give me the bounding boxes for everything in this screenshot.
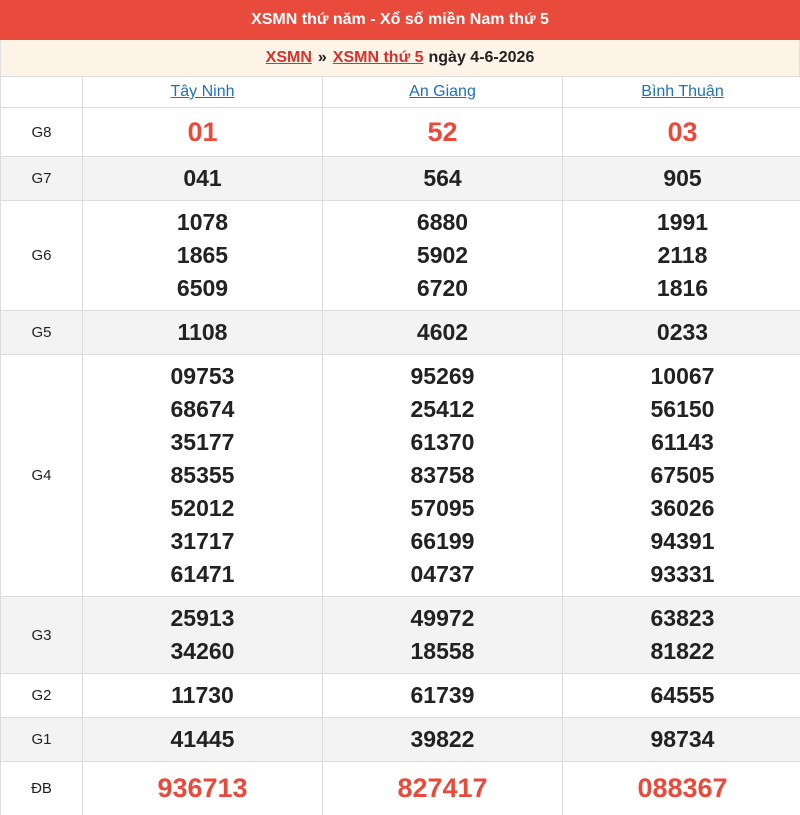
prize-number: 1078 xyxy=(176,209,229,235)
prize-number: 25913 xyxy=(170,605,235,631)
page-header xyxy=(0,0,800,40)
province-link-an-giang[interactable]: An Giang xyxy=(409,83,476,100)
prize-label: G5 xyxy=(1,311,83,355)
province-link-tay-ninh[interactable]: Tây Ninh xyxy=(170,83,235,100)
prize-row-special xyxy=(1,762,800,815)
prize-number: 041 xyxy=(183,165,222,191)
prize-number: 01 xyxy=(187,116,218,147)
prize-number: 905 xyxy=(663,165,702,191)
prize-number: 61143 xyxy=(651,429,714,455)
prize-number: 1108 xyxy=(177,319,228,345)
prize-number: 68674 xyxy=(170,396,235,422)
prize-number: 564 xyxy=(423,165,462,191)
prize-label: G2 xyxy=(1,674,83,718)
prize-number: 25412 xyxy=(410,396,475,422)
prize-number: 67505 xyxy=(650,462,715,488)
prize-label: G3 xyxy=(1,597,83,674)
breadcrumb-separator: » xyxy=(317,49,327,66)
province-header-row xyxy=(1,77,800,108)
prize-number: 18558 xyxy=(410,638,475,664)
prize-number: 39822 xyxy=(410,726,475,752)
breadcrumb-link-xsmn[interactable]: XSMN xyxy=(265,49,312,66)
prize-number: 66199 xyxy=(410,528,475,554)
prize-number: 63823 xyxy=(650,605,715,631)
prize-number: 41445 xyxy=(170,726,235,752)
prize-number: 6509 xyxy=(176,275,229,301)
prize-number: 83758 xyxy=(410,462,475,488)
draw-date: ngày 4-6-2026 xyxy=(428,49,535,66)
prize-number: 81822 xyxy=(650,638,715,664)
results-table xyxy=(0,76,800,815)
prize-number: 11730 xyxy=(171,682,234,708)
prize-row-g6 xyxy=(1,201,800,311)
prize-row-g7 xyxy=(1,157,800,201)
prize-label: ĐB xyxy=(1,762,83,815)
prize-number: 95269 xyxy=(410,363,475,389)
special-prize-number: 936713 xyxy=(157,773,248,803)
prize-number: 64555 xyxy=(650,682,715,708)
prize-number: 03 xyxy=(667,116,698,147)
prize-label: G8 xyxy=(1,108,83,157)
prize-number: 34260 xyxy=(170,638,235,664)
prize-number: 56150 xyxy=(650,396,715,422)
prize-label: G4 xyxy=(1,355,83,597)
province-link-binh-thuan[interactable]: Bình Thuận xyxy=(641,83,724,100)
special-prize-number: 827417 xyxy=(397,773,488,803)
prize-number: 57095 xyxy=(410,495,475,521)
prize-number: 49972 xyxy=(410,605,475,631)
prize-label: G6 xyxy=(1,201,83,311)
prize-number: 5902 xyxy=(416,242,469,268)
prize-number: 1991 xyxy=(656,209,709,235)
prize-label: G1 xyxy=(1,718,83,762)
prize-number: 09753 xyxy=(170,363,235,389)
prize-number: 94391 xyxy=(650,528,715,554)
prize-number: 4602 xyxy=(416,319,469,345)
prize-number: 35177 xyxy=(170,429,235,455)
page-title: XSMN thứ năm - Xổ số miền Nam thứ 5 xyxy=(251,11,549,28)
prize-number: 04737 xyxy=(410,561,475,587)
prize-number: 1865 xyxy=(176,242,229,268)
prize-number: 0233 xyxy=(656,319,709,345)
prize-number: 93331 xyxy=(650,561,715,587)
prize-number: 85355 xyxy=(170,462,235,488)
prize-row-g8 xyxy=(1,108,800,157)
prize-label: G7 xyxy=(1,157,83,201)
prize-number: 52 xyxy=(427,116,458,147)
corner-cell xyxy=(1,77,83,108)
prize-row-g2 xyxy=(1,674,800,718)
prize-number: 1816 xyxy=(656,275,709,301)
special-prize-number: 088367 xyxy=(637,773,728,803)
prize-number: 6880 xyxy=(416,209,469,235)
prize-number: 52012 xyxy=(170,495,235,521)
prize-row-g4 xyxy=(1,355,800,597)
prize-number: 98734 xyxy=(650,726,715,752)
prize-number: 31717 xyxy=(170,528,235,554)
breadcrumb xyxy=(0,40,800,76)
prize-number: 61370 xyxy=(410,429,475,455)
prize-row-g5 xyxy=(1,311,800,355)
prize-row-g1 xyxy=(1,718,800,762)
prize-number: 2118 xyxy=(657,242,708,268)
prize-row-g3 xyxy=(1,597,800,674)
breadcrumb-link-xsmn-thu-5[interactable]: XSMN thứ 5 xyxy=(332,49,424,66)
prize-number: 61471 xyxy=(170,561,235,587)
prize-number: 10067 xyxy=(650,363,715,389)
prize-number: 6720 xyxy=(416,275,469,301)
prize-number: 61739 xyxy=(410,682,475,708)
prize-number: 36026 xyxy=(650,495,715,521)
